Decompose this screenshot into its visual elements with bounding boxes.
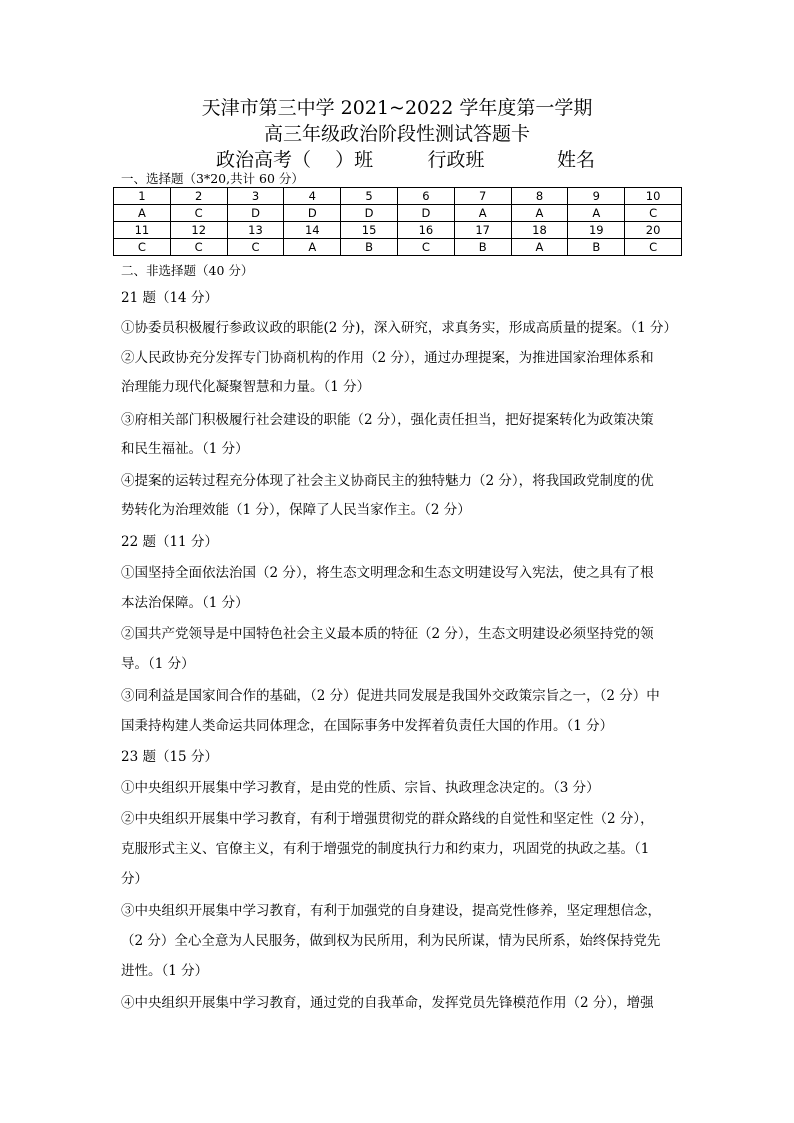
answer-line: ①中央组织开展集中学习教育，是由党的性质、宗旨、执政理念决定的。（3 分） bbox=[121, 780, 600, 796]
choice-answer-table bbox=[113, 187, 682, 256]
question-number: 17 bbox=[454, 222, 511, 239]
question-number: 15 bbox=[341, 222, 398, 239]
question-number: 7 bbox=[454, 188, 511, 205]
answer-line: （2 分）全心全意为人民服务，做到权为民所用，利为民所谋，情为民所系，始终保持党先 bbox=[121, 933, 661, 949]
question-number: 12 bbox=[170, 222, 227, 239]
question-number: 1 bbox=[114, 188, 171, 205]
answer-cell: A bbox=[114, 205, 171, 222]
answer-cell: D bbox=[341, 205, 398, 222]
answer-cell: C bbox=[114, 239, 171, 256]
question-number: 14 bbox=[284, 222, 341, 239]
answer-line: 治理能力现代化凝聚智慧和力量。（1 分） bbox=[121, 379, 371, 395]
choice-section-heading: 一、选择题（3*20,共计 60 分） bbox=[121, 171, 304, 186]
answer-line: ③中央组织开展集中学习教育，有利于加强党的自身建设，提高党性修养，坚定理想信念， bbox=[121, 903, 661, 919]
answer-line: 进性。（1 分） bbox=[121, 963, 209, 979]
answer-line: 分） bbox=[121, 871, 148, 887]
question-number: 5 bbox=[341, 188, 398, 205]
answer-cell: C bbox=[397, 239, 454, 256]
answer-cell: C bbox=[170, 205, 227, 222]
answer-cell: D bbox=[284, 205, 341, 222]
answer-cell: C bbox=[227, 239, 284, 256]
answer-line: 导。（1 分） bbox=[121, 656, 195, 672]
answer-cell: D bbox=[397, 205, 454, 222]
nonchoice-section-heading: 二、非选择题（40 分） bbox=[121, 263, 254, 278]
answer-cell: B bbox=[454, 239, 511, 256]
answer-line: ③同利益是国家间合作的基础，（2 分）促进共同发展是我国外交政策宗旨之一，（2 分）中 bbox=[121, 688, 660, 704]
question-number: 19 bbox=[568, 222, 625, 239]
question-number: 6 bbox=[397, 188, 454, 205]
table-row bbox=[114, 205, 682, 222]
answer-cell: A bbox=[454, 205, 511, 222]
school-title: 天津市第三中学 2021~2022 学年度第一学期 bbox=[201, 97, 593, 119]
answer-line: ②中央组织开展集中学习教育，有利于增强贯彻党的群众路线的自觉性和坚定性（2 分）， bbox=[121, 811, 654, 827]
answer-cell: C bbox=[625, 205, 682, 222]
answer-line: 本法治保障。（1 分） bbox=[121, 595, 249, 611]
table-row bbox=[114, 222, 682, 239]
question-heading-22: 22 题（11 分） bbox=[121, 534, 218, 550]
answer-cell: A bbox=[511, 205, 568, 222]
answer-cell: C bbox=[625, 239, 682, 256]
table-row bbox=[114, 239, 682, 256]
answer-line: 克服形式主义、官僚主义，有利于增强党的制度执行力和约束力，巩固党的执政之基。（1 bbox=[121, 841, 650, 857]
answer-line: ①国坚持全面依法治国（2 分），将生态文明理念和生态文明建设写入宪法，使之具有了根 bbox=[121, 565, 654, 581]
answer-line: ③府相关部门积极履行社会建设的职能（2 分），强化责任担当，把好提案转化为政策决策 bbox=[121, 412, 654, 428]
question-number: 3 bbox=[227, 188, 284, 205]
exam-title: 高三年级政治阶段性测试答题卡 bbox=[263, 123, 530, 145]
question-number: 20 bbox=[625, 222, 682, 239]
answer-cell: A bbox=[511, 239, 568, 256]
answer-line: ②国共产党领导是中国特色社会主义最本质的特征（2 分），生态文明建设必须坚持党的领 bbox=[121, 626, 654, 642]
question-heading-23: 23 题（15 分） bbox=[121, 749, 218, 765]
question-number: 2 bbox=[170, 188, 227, 205]
answer-cell: B bbox=[568, 239, 625, 256]
answer-cell: A bbox=[284, 239, 341, 256]
answer-line: 势转化为治理效能（1 分），保障了人民当家作主。（2 分） bbox=[121, 502, 471, 518]
answer-line: ④提案的运转过程充分体现了社会主义协商民主的独特魅力（2 分），将我国政党制度的优 bbox=[121, 473, 654, 489]
answer-cell: C bbox=[170, 239, 227, 256]
student-info-line: 政治高考（ ）班 行政班 姓名 bbox=[216, 149, 595, 171]
answer-cell: A bbox=[568, 205, 625, 222]
answer-line: ②人民政协充分发挥专门协商机构的作用（2 分），通过办理提案，为推进国家治理体系和 bbox=[121, 350, 654, 366]
question-number: 11 bbox=[114, 222, 171, 239]
question-number: 10 bbox=[625, 188, 682, 205]
question-number: 9 bbox=[568, 188, 625, 205]
table-row bbox=[114, 188, 682, 205]
question-heading-21: 21 题（14 分） bbox=[121, 290, 218, 306]
question-number: 16 bbox=[397, 222, 454, 239]
answer-cell: D bbox=[227, 205, 284, 222]
question-number: 8 bbox=[511, 188, 568, 205]
question-number: 4 bbox=[284, 188, 341, 205]
answer-line: 国秉持构建人类命运共同体理念，在国际事务中发挥着负责任大国的作用。（1 分） bbox=[121, 718, 614, 734]
answer-line: 和民生福祉。（1 分） bbox=[121, 441, 249, 457]
answer-cell: B bbox=[341, 239, 398, 256]
question-number: 18 bbox=[511, 222, 568, 239]
answer-line: ④中央组织开展集中学习教育，通过党的自我革命，发挥党员先锋模范作用（2 分），增强 bbox=[121, 995, 654, 1011]
question-number: 13 bbox=[227, 222, 284, 239]
answer-line: ①协委员积极履行参政议政的职能(2 分)，深入研究，求真务实，形成高质量的提案。（1 分） bbox=[121, 320, 678, 336]
